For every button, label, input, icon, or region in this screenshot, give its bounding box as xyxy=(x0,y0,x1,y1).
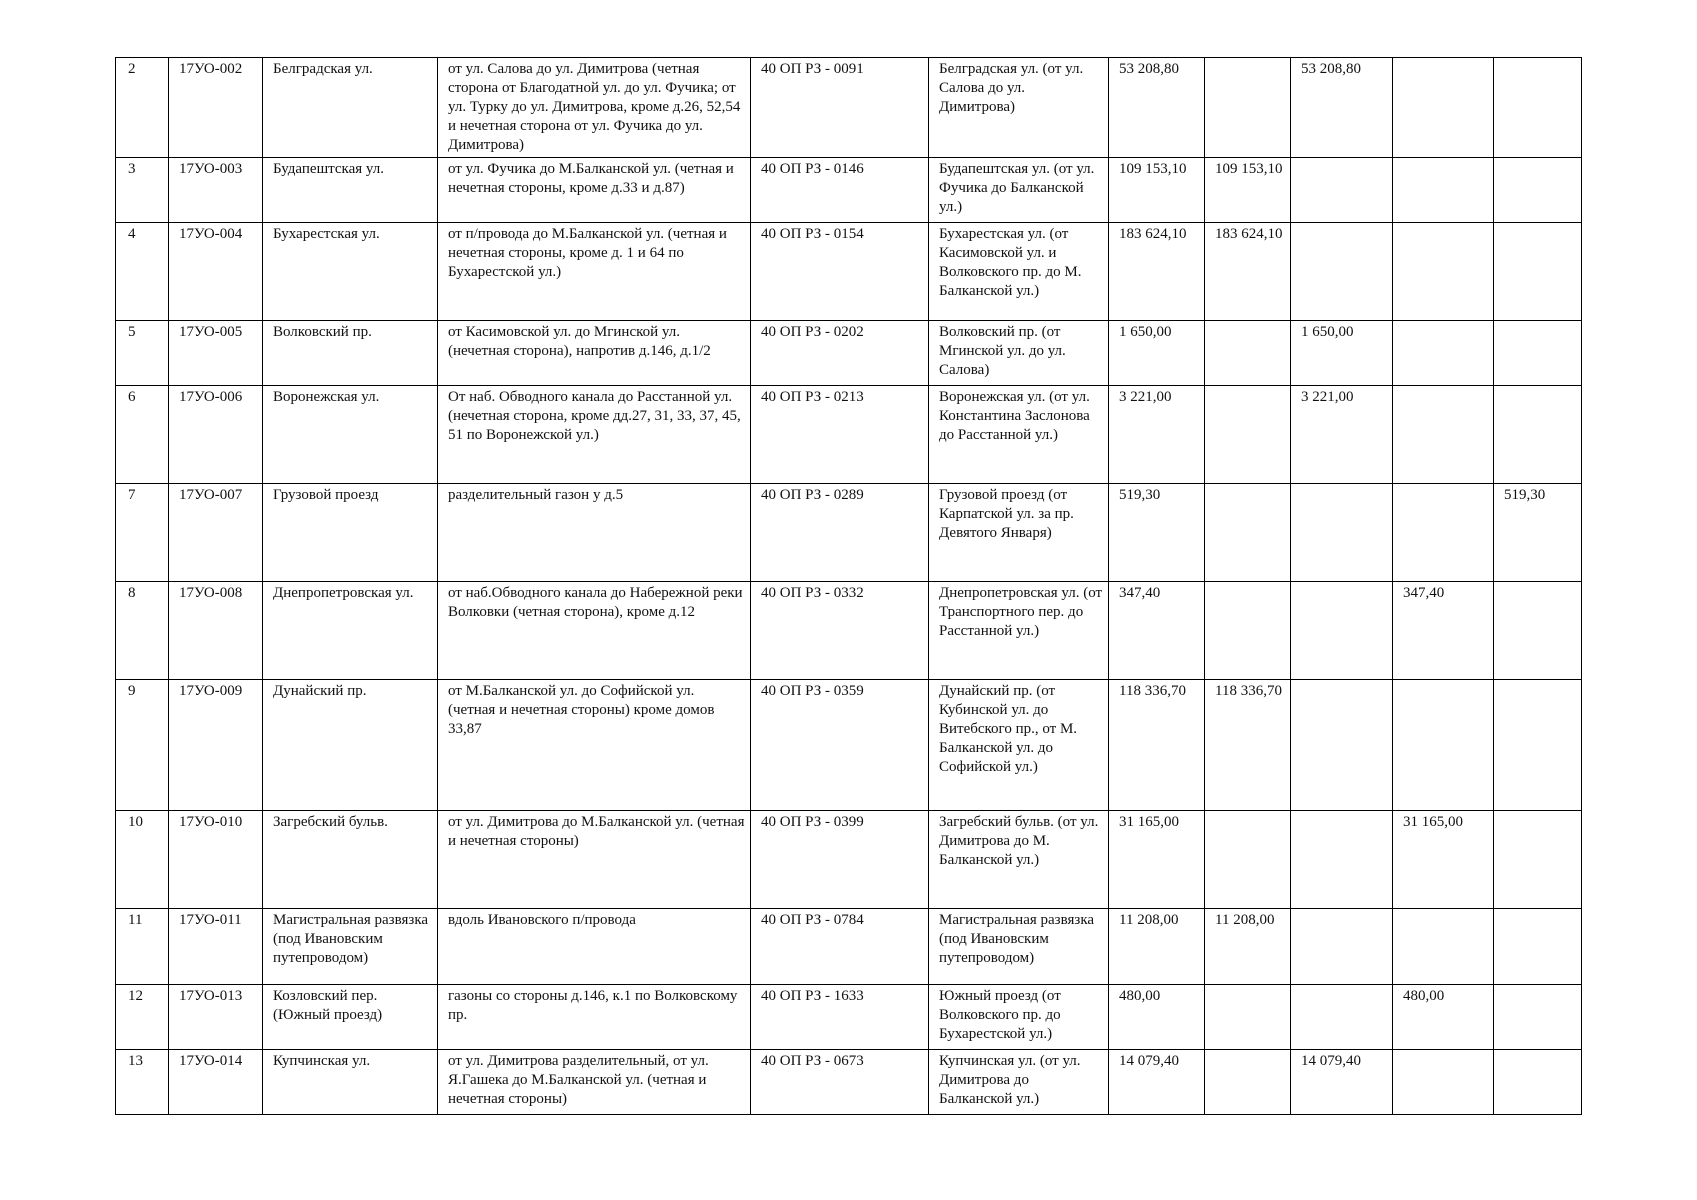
section-description: разделительный газон у д.5 xyxy=(438,484,751,582)
section-description: от ул. Димитрова до М.Балканской ул. (четная и нечетная стороны) xyxy=(438,811,751,909)
area-col-2 xyxy=(1291,582,1393,680)
table-row xyxy=(116,321,1582,386)
object-code: 17УО-011 xyxy=(169,909,263,985)
area-col-3 xyxy=(1393,680,1494,811)
area-col-4 xyxy=(1494,1050,1582,1115)
road-reg-number: 40 ОП РЗ - 0359 xyxy=(751,680,929,811)
road-name: Купчинская ул. (от ул. Димитрова до Балканской ул.) xyxy=(929,1050,1109,1115)
road-reg-number: 40 ОП РЗ - 0289 xyxy=(751,484,929,582)
area-col-3 xyxy=(1393,386,1494,484)
section-description: газоны со стороны д.146, к.1 по Волковскому пр. xyxy=(438,985,751,1050)
row-number: 6 xyxy=(116,386,169,484)
road-name: Бухарестская ул. (от Касимовской ул. и Волковского пр. до М. Балканской ул.) xyxy=(929,223,1109,321)
road-name: Белградская ул. (от ул. Салова до ул. Димитрова) xyxy=(929,58,1109,158)
total-area: 11 208,00 xyxy=(1109,909,1205,985)
area-col-3 xyxy=(1393,909,1494,985)
section-description: От наб. Обводного канала до Расстанной ул. (нечетная сторона, кроме дд.27, 31, 33, 37, 45, 51 по Воронежской ул.) xyxy=(438,386,751,484)
table-row xyxy=(116,985,1582,1050)
row-number: 7 xyxy=(116,484,169,582)
object-code: 17УО-004 xyxy=(169,223,263,321)
area-col-4 xyxy=(1494,582,1582,680)
road-name: Волковский пр. (от Мгинской ул. до ул. Салова) xyxy=(929,321,1109,386)
road-reg-number: 40 ОП РЗ - 0332 xyxy=(751,582,929,680)
road-reg-number: 40 ОП РЗ - 0091 xyxy=(751,58,929,158)
area-col-3 xyxy=(1393,1050,1494,1115)
street-name: Козловский пер. (Южный проезд) xyxy=(263,985,438,1050)
street-name: Бухарестская ул. xyxy=(263,223,438,321)
area-col-3 xyxy=(1393,58,1494,158)
area-col-4 xyxy=(1494,386,1582,484)
road-name: Загребский бульв. (от ул. Димитрова до М. Балканской ул.) xyxy=(929,811,1109,909)
area-col-2: 3 221,00 xyxy=(1291,386,1393,484)
row-number: 13 xyxy=(116,1050,169,1115)
area-col-2 xyxy=(1291,223,1393,321)
area-col-3 xyxy=(1393,321,1494,386)
area-col-2 xyxy=(1291,680,1393,811)
road-name: Южный проезд (от Волковского пр. до Бухарестской ул.) xyxy=(929,985,1109,1050)
total-area: 53 208,80 xyxy=(1109,58,1205,158)
table-row xyxy=(116,811,1582,909)
area-col-4 xyxy=(1494,909,1582,985)
area-col-1 xyxy=(1205,58,1291,158)
total-area: 347,40 xyxy=(1109,582,1205,680)
table-row xyxy=(116,58,1582,158)
area-col-3 xyxy=(1393,158,1494,223)
road-reg-number: 40 ОП РЗ - 0146 xyxy=(751,158,929,223)
area-col-2 xyxy=(1291,909,1393,985)
road-reg-number: 40 ОП РЗ - 0202 xyxy=(751,321,929,386)
area-col-1 xyxy=(1205,321,1291,386)
object-code: 17УО-006 xyxy=(169,386,263,484)
table-row xyxy=(116,223,1582,321)
object-code: 17УО-003 xyxy=(169,158,263,223)
table-row xyxy=(116,158,1582,223)
table-row xyxy=(116,680,1582,811)
road-reg-number: 40 ОП РЗ - 0399 xyxy=(751,811,929,909)
area-col-2 xyxy=(1291,484,1393,582)
street-name: Магистральная развязка (под Ивановским путепроводом) xyxy=(263,909,438,985)
area-col-2: 53 208,80 xyxy=(1291,58,1393,158)
area-col-1 xyxy=(1205,1050,1291,1115)
area-col-1: 11 208,00 xyxy=(1205,909,1291,985)
object-code: 17УО-013 xyxy=(169,985,263,1050)
area-col-4 xyxy=(1494,223,1582,321)
road-reg-number: 40 ОП РЗ - 0784 xyxy=(751,909,929,985)
object-code: 17УО-002 xyxy=(169,58,263,158)
row-number: 12 xyxy=(116,985,169,1050)
area-col-4 xyxy=(1494,58,1582,158)
total-area: 1 650,00 xyxy=(1109,321,1205,386)
object-code: 17УО-014 xyxy=(169,1050,263,1115)
row-number: 3 xyxy=(116,158,169,223)
area-col-2 xyxy=(1291,985,1393,1050)
object-code: 17УО-010 xyxy=(169,811,263,909)
street-name: Купчинская ул. xyxy=(263,1050,438,1115)
area-col-3: 480,00 xyxy=(1393,985,1494,1050)
section-description: от ул. Салова до ул. Димитрова (четная сторона от Благодатной ул. до ул. Фучика; от ул. Турку до ул. Димитрова, кроме д.26, 52,54 и нечетная сторона от ул. Фучика до ул. Димитрова) xyxy=(438,58,751,158)
section-description: от М.Балканской ул. до Софийской ул. (четная и нечетная стороны) кроме домов 33,87 xyxy=(438,680,751,811)
area-col-4 xyxy=(1494,321,1582,386)
area-col-4 xyxy=(1494,985,1582,1050)
area-col-1: 118 336,70 xyxy=(1205,680,1291,811)
area-col-3: 347,40 xyxy=(1393,582,1494,680)
street-name: Загребский бульв. xyxy=(263,811,438,909)
road-name: Днепропетровская ул. (от Транспортного пер. до Расстанной ул.) xyxy=(929,582,1109,680)
road-name: Магистральная развязка (под Ивановским путепроводом) xyxy=(929,909,1109,985)
total-area: 109 153,10 xyxy=(1109,158,1205,223)
area-col-1: 109 153,10 xyxy=(1205,158,1291,223)
total-area: 480,00 xyxy=(1109,985,1205,1050)
object-code: 17УО-005 xyxy=(169,321,263,386)
row-number: 2 xyxy=(116,58,169,158)
section-description: вдоль Ивановского п/провода xyxy=(438,909,751,985)
row-number: 5 xyxy=(116,321,169,386)
object-code: 17УО-008 xyxy=(169,582,263,680)
area-col-1 xyxy=(1205,985,1291,1050)
area-col-2: 1 650,00 xyxy=(1291,321,1393,386)
street-name: Белградская ул. xyxy=(263,58,438,158)
total-area: 183 624,10 xyxy=(1109,223,1205,321)
object-code: 17УО-009 xyxy=(169,680,263,811)
road-reg-number: 40 ОП РЗ - 0154 xyxy=(751,223,929,321)
row-number: 10 xyxy=(116,811,169,909)
area-col-2 xyxy=(1291,158,1393,223)
section-description: от п/провода до М.Балканской ул. (четная и нечетная стороны, кроме д. 1 и 64 по Бухарестской ул.) xyxy=(438,223,751,321)
row-number: 11 xyxy=(116,909,169,985)
area-col-4 xyxy=(1494,680,1582,811)
area-col-3 xyxy=(1393,484,1494,582)
road-name: Грузовой проезд (от Карпатской ул. за пр. Девятого Января) xyxy=(929,484,1109,582)
area-col-1 xyxy=(1205,386,1291,484)
table-row xyxy=(116,484,1582,582)
total-area: 31 165,00 xyxy=(1109,811,1205,909)
section-description: от ул. Димитрова разделительный, от ул. Я.Гашека до М.Балканской ул. (четная и нечетная стороны) xyxy=(438,1050,751,1115)
street-name: Грузовой проезд xyxy=(263,484,438,582)
area-col-2: 14 079,40 xyxy=(1291,1050,1393,1115)
street-name: Волковский пр. xyxy=(263,321,438,386)
row-number: 8 xyxy=(116,582,169,680)
row-number: 9 xyxy=(116,680,169,811)
area-col-1 xyxy=(1205,811,1291,909)
street-name: Воронежская ул. xyxy=(263,386,438,484)
area-col-3 xyxy=(1393,223,1494,321)
road-reg-number: 40 ОП РЗ - 0213 xyxy=(751,386,929,484)
road-name: Будапештская ул. (от ул. Фучика до Балканской ул.) xyxy=(929,158,1109,223)
area-col-4 xyxy=(1494,811,1582,909)
total-area: 3 221,00 xyxy=(1109,386,1205,484)
road-reg-number: 40 ОП РЗ - 1633 xyxy=(751,985,929,1050)
section-description: от наб.Обводного канала до Набережной реки Волковки (четная сторона), кроме д.12 xyxy=(438,582,751,680)
table-row xyxy=(116,386,1582,484)
area-col-4 xyxy=(1494,158,1582,223)
road-name: Воронежская ул. (от ул. Константина Заслонова до Расстанной ул.) xyxy=(929,386,1109,484)
table-row xyxy=(116,582,1582,680)
road-name: Дунайский пр. (от Кубинской ул. до Витебского пр., от М. Балканской ул. до Софийской ул.) xyxy=(929,680,1109,811)
area-col-1: 183 624,10 xyxy=(1205,223,1291,321)
table-row xyxy=(116,909,1582,985)
table-row xyxy=(116,1050,1582,1115)
street-name: Дунайский пр. xyxy=(263,680,438,811)
total-area: 14 079,40 xyxy=(1109,1050,1205,1115)
object-code: 17УО-007 xyxy=(169,484,263,582)
section-description: от ул. Фучика до М.Балканской ул. (четная и нечетная стороны, кроме д.33 и д.87) xyxy=(438,158,751,223)
area-col-4: 519,30 xyxy=(1494,484,1582,582)
street-name: Днепропетровская ул. xyxy=(263,582,438,680)
road-reg-number: 40 ОП РЗ - 0673 xyxy=(751,1050,929,1115)
street-name: Будапештская ул. xyxy=(263,158,438,223)
area-col-1 xyxy=(1205,582,1291,680)
area-col-1 xyxy=(1205,484,1291,582)
area-col-3: 31 165,00 xyxy=(1393,811,1494,909)
area-col-2 xyxy=(1291,811,1393,909)
streets-table xyxy=(115,57,1582,1115)
section-description: от Касимовской ул. до Мгинской ул. (нечетная сторона), напротив д.146, д.1/2 xyxy=(438,321,751,386)
row-number: 4 xyxy=(116,223,169,321)
total-area: 118 336,70 xyxy=(1109,680,1205,811)
total-area: 519,30 xyxy=(1109,484,1205,582)
